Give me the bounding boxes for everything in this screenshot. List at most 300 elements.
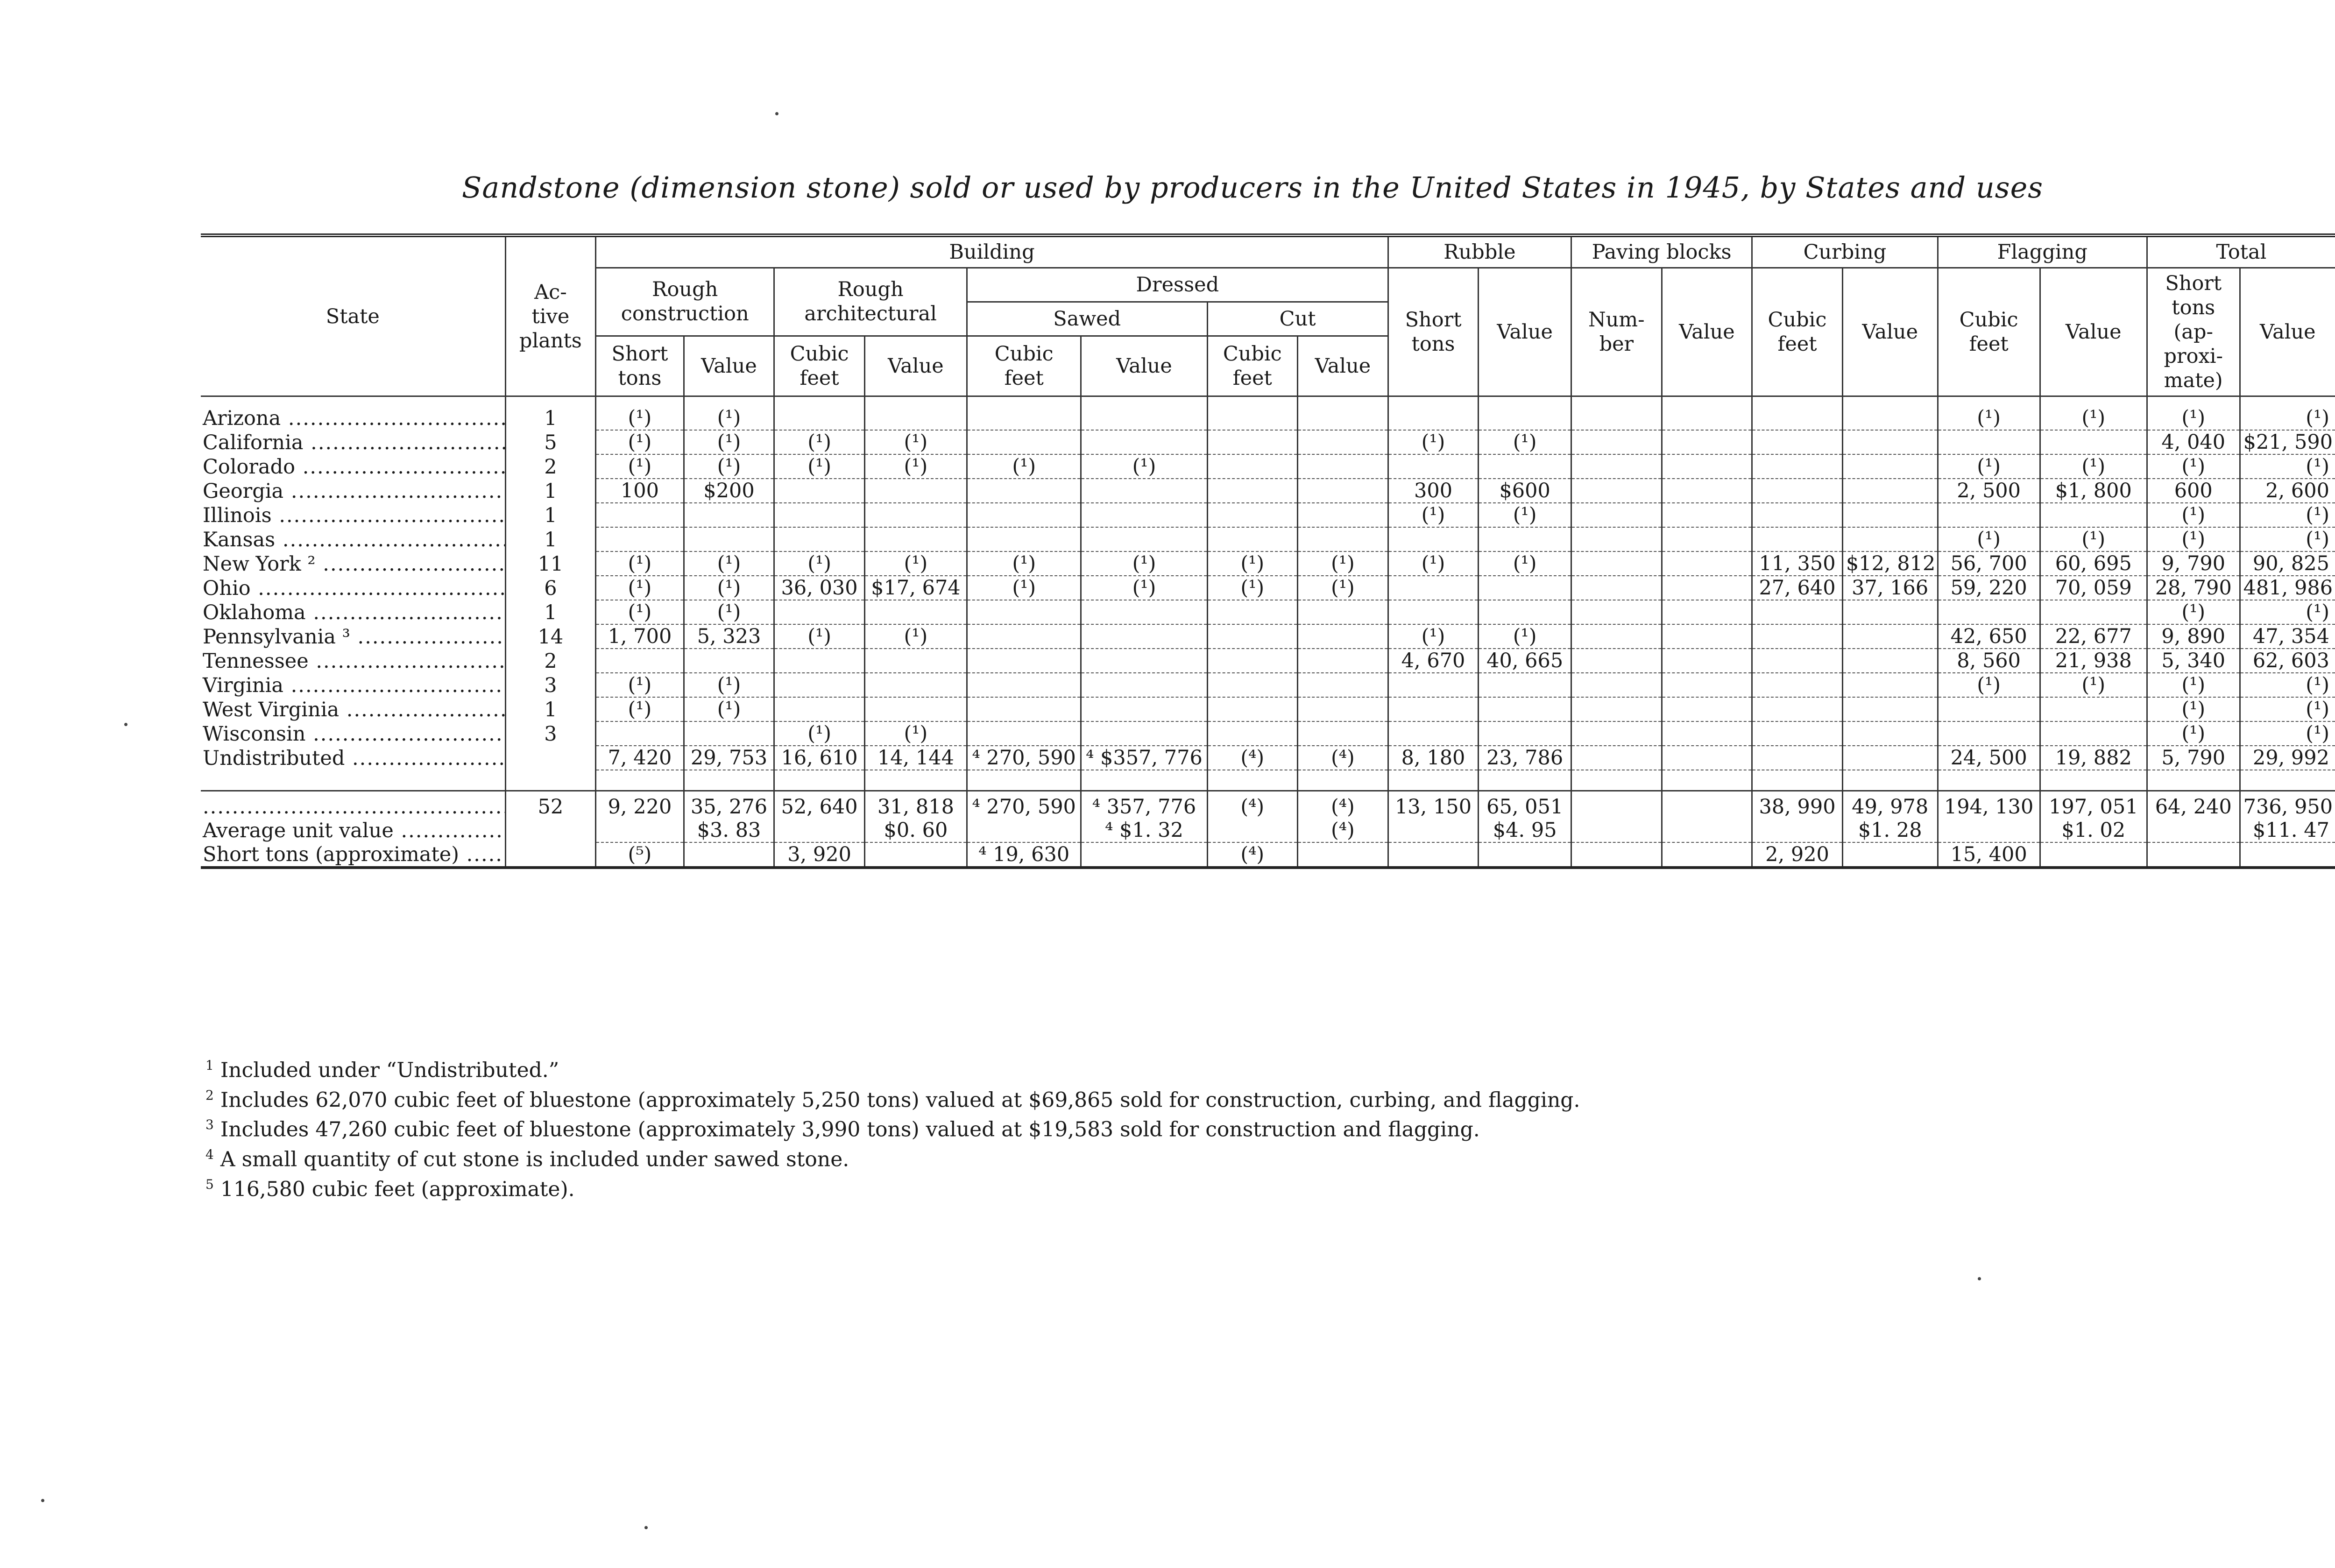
cell-flag-value bbox=[2040, 430, 2147, 454]
cell-tot-value: (¹) bbox=[2240, 721, 2335, 746]
cell-ra-cf: 3, 920 bbox=[774, 842, 865, 868]
cell-rub-tons: (¹) bbox=[1388, 551, 1479, 576]
cell-rc-value bbox=[684, 503, 774, 527]
cell-pav-num bbox=[1571, 551, 1662, 576]
cell-rc-value: (¹) bbox=[684, 551, 774, 576]
cell-saw-value: ⁴ 357, 776 bbox=[1081, 791, 1207, 819]
cell-flag-cf bbox=[1938, 503, 2040, 527]
cell-rub-value: $600 bbox=[1479, 479, 1571, 503]
cell-curb-value: $12, 812 bbox=[1842, 551, 1938, 576]
cell-rc-value bbox=[684, 842, 774, 868]
cell-curb-value bbox=[1842, 503, 1938, 527]
cell-pav-num bbox=[1571, 396, 1662, 431]
cell-rub-tons bbox=[1388, 721, 1479, 746]
cell-cut-value: (¹) bbox=[1298, 576, 1388, 600]
cell-curb-cf: 11, 350 bbox=[1752, 551, 1843, 576]
cell-rc-value: (¹) bbox=[684, 576, 774, 600]
cell-pav-num bbox=[1571, 576, 1662, 600]
cell-flag-value: $1, 800 bbox=[2040, 479, 2147, 503]
cell-flag-cf bbox=[1938, 430, 2040, 454]
cell-saw-cf: (¹) bbox=[967, 454, 1081, 479]
cell-rub-value: (¹) bbox=[1479, 624, 1571, 649]
cell-plants bbox=[505, 842, 596, 868]
cell-rc-tons bbox=[596, 819, 684, 842]
cell-rc-tons: 1, 700 bbox=[596, 624, 684, 649]
cell-plants: 3 bbox=[505, 673, 596, 697]
cell-ra-value bbox=[864, 479, 967, 503]
cell-saw-value: (¹) bbox=[1081, 454, 1207, 479]
cell-rub-tons: 300 bbox=[1388, 479, 1479, 503]
cell-rc-value: 29, 753 bbox=[684, 746, 774, 770]
cell-curb-value bbox=[1842, 479, 1938, 503]
cell-plants: 6 bbox=[505, 576, 596, 600]
cell-flag-value bbox=[2040, 721, 2147, 746]
cell-curb-value bbox=[1842, 721, 1938, 746]
header-cut-cubic-feet: Cubic feet bbox=[1207, 336, 1298, 396]
cell-pav-value bbox=[1662, 479, 1752, 503]
table-title: Sandstone (dimension stone) sold or used by producers in the United States in 1945, by States and uses bbox=[461, 170, 2044, 205]
cell-ra-cf bbox=[774, 673, 865, 697]
cell-curb-value bbox=[1842, 697, 1938, 721]
cell-flag-value bbox=[2040, 842, 2147, 868]
cell-flag-cf: 194, 130 bbox=[1938, 791, 2040, 819]
cell-cut-value bbox=[1298, 624, 1388, 649]
cell-pav-value bbox=[1662, 600, 1752, 624]
cell-pav-num bbox=[1571, 746, 1662, 770]
cell-cut-cf bbox=[1207, 503, 1298, 527]
cell-tot-value: (¹) bbox=[2240, 503, 2335, 527]
cell-curb-value: 49, 978 bbox=[1842, 791, 1938, 819]
cell-rc-tons: (¹) bbox=[596, 673, 684, 697]
cell-flag-cf: (¹) bbox=[1938, 396, 2040, 431]
cell-curb-value bbox=[1842, 527, 1938, 551]
cell-rub-value: $4. 95 bbox=[1479, 819, 1571, 842]
row-label: Georgia ..... bbox=[201, 479, 505, 503]
scan-speck bbox=[124, 723, 127, 726]
cell-curb-cf bbox=[1752, 430, 1843, 454]
cell-plants: 1 bbox=[505, 527, 596, 551]
cell-tot-value bbox=[2240, 842, 2335, 868]
header-rubble-value: Value bbox=[1479, 268, 1571, 396]
cell-saw-cf bbox=[967, 430, 1081, 454]
cell-tot-value: 736, 950 bbox=[2240, 791, 2335, 819]
cell-saw-value bbox=[1081, 673, 1207, 697]
cell-rc-value: (¹) bbox=[684, 697, 774, 721]
cell-tot-tons: 9, 790 bbox=[2147, 551, 2240, 576]
cell-rc-tons: (¹) bbox=[596, 396, 684, 431]
header-curbing-cubic-feet: Cubic feet bbox=[1752, 268, 1843, 396]
cell-pav-value bbox=[1662, 819, 1752, 842]
cell-tot-tons: 4, 040 bbox=[2147, 430, 2240, 454]
cell-cut-value bbox=[1298, 673, 1388, 697]
cell-flag-cf bbox=[1938, 819, 2040, 842]
header-active-plants: Ac- tive plants bbox=[505, 235, 596, 396]
cell-rc-value: $3. 83 bbox=[684, 819, 774, 842]
cell-curb-value bbox=[1842, 649, 1938, 673]
cell-flag-value bbox=[2040, 503, 2147, 527]
cell-curb-cf bbox=[1752, 624, 1843, 649]
cell-tot-tons: (¹) bbox=[2147, 673, 2240, 697]
cell-rc-tons: (¹) bbox=[596, 576, 684, 600]
cell-tot-value: (¹) bbox=[2240, 673, 2335, 697]
cell-rub-value: 65, 051 bbox=[1479, 791, 1571, 819]
cell-cut-cf bbox=[1207, 819, 1298, 842]
footnotes bbox=[205, 1053, 1580, 1201]
table-row bbox=[201, 697, 2335, 721]
header-total: Total bbox=[2147, 235, 2335, 268]
cell-rc-tons bbox=[596, 721, 684, 746]
cell-ra-cf: (¹) bbox=[774, 430, 865, 454]
cell-rub-value: (¹) bbox=[1479, 503, 1571, 527]
header-curbing: Curbing bbox=[1752, 235, 1938, 268]
cell-tot-value: 2, 600 bbox=[2240, 479, 2335, 503]
cell-pav-num bbox=[1571, 721, 1662, 746]
cell-curb-value bbox=[1842, 842, 1938, 868]
cell-cut-value bbox=[1298, 527, 1388, 551]
header-ra-value: Value bbox=[864, 336, 967, 396]
table-row bbox=[201, 624, 2335, 649]
cell-ra-value bbox=[864, 503, 967, 527]
cell-curb-cf bbox=[1752, 600, 1843, 624]
table-row bbox=[201, 673, 2335, 697]
cell-saw-cf bbox=[967, 600, 1081, 624]
cell-rub-tons: (¹) bbox=[1388, 624, 1479, 649]
table-body bbox=[201, 396, 2335, 868]
cell-ra-cf: 36, 030 bbox=[774, 576, 865, 600]
row-label: Short tons (approximate) ..... bbox=[201, 842, 505, 868]
header-flagging-value: Value bbox=[2040, 268, 2147, 396]
cell-curb-cf bbox=[1752, 396, 1843, 431]
cell-rub-tons bbox=[1388, 673, 1479, 697]
table-row bbox=[201, 503, 2335, 527]
cell-rub-value bbox=[1479, 527, 1571, 551]
cell-tot-value: (¹) bbox=[2240, 697, 2335, 721]
cell-rub-value: 40, 665 bbox=[1479, 649, 1571, 673]
cell-rc-value: (¹) bbox=[684, 430, 774, 454]
table-row bbox=[201, 430, 2335, 454]
cell-ra-cf bbox=[774, 503, 865, 527]
cell-tot-tons: 5, 340 bbox=[2147, 649, 2240, 673]
cell-cut-cf: (¹) bbox=[1207, 551, 1298, 576]
cell-rub-tons: 8, 180 bbox=[1388, 746, 1479, 770]
cell-cut-value bbox=[1298, 430, 1388, 454]
cell-ra-cf: 52, 640 bbox=[774, 791, 865, 819]
cell-tot-tons: 5, 790 bbox=[2147, 746, 2240, 770]
cell-ra-value bbox=[864, 697, 967, 721]
cell-rc-tons bbox=[596, 527, 684, 551]
header-cut: Cut bbox=[1207, 302, 1388, 336]
cell-saw-value bbox=[1081, 624, 1207, 649]
header-state: State bbox=[201, 235, 505, 396]
cell-ra-value: (¹) bbox=[864, 454, 967, 479]
cell-rub-tons bbox=[1388, 454, 1479, 479]
header-total-short-tons: Short tons (ap- proxi- mate) bbox=[2147, 268, 2240, 396]
cell-saw-cf bbox=[967, 673, 1081, 697]
cell-flag-value bbox=[2040, 697, 2147, 721]
header-rc-value: Value bbox=[684, 336, 774, 396]
cell-rc-value: (¹) bbox=[684, 396, 774, 431]
cell-saw-cf bbox=[967, 649, 1081, 673]
cell-curb-cf bbox=[1752, 673, 1843, 697]
scan-speck bbox=[41, 1499, 44, 1502]
table-row bbox=[201, 527, 2335, 551]
cell-flag-value: 22, 677 bbox=[2040, 624, 2147, 649]
cell-curb-cf: 2, 920 bbox=[1752, 842, 1843, 868]
cell-rub-tons: (¹) bbox=[1388, 430, 1479, 454]
cell-rub-value bbox=[1479, 697, 1571, 721]
average-unit-value-row bbox=[201, 819, 2335, 842]
cell-saw-cf bbox=[967, 819, 1081, 842]
cell-flag-cf: 24, 500 bbox=[1938, 746, 2040, 770]
cell-saw-cf bbox=[967, 721, 1081, 746]
cell-pav-value bbox=[1662, 454, 1752, 479]
row-label: California ..... bbox=[201, 430, 505, 454]
cell-ra-value: (¹) bbox=[864, 551, 967, 576]
cell-pav-value bbox=[1662, 551, 1752, 576]
cell-ra-cf: (¹) bbox=[774, 624, 865, 649]
cell-ra-cf: (¹) bbox=[774, 454, 865, 479]
table-row bbox=[201, 649, 2335, 673]
cell-curb-value: 37, 166 bbox=[1842, 576, 1938, 600]
cell-rc-value: 35, 276 bbox=[684, 791, 774, 819]
cell-ra-cf bbox=[774, 819, 865, 842]
cell-rub-value bbox=[1479, 842, 1571, 868]
cell-cut-value bbox=[1298, 842, 1388, 868]
header-paving-blocks: Paving blocks bbox=[1571, 235, 1752, 268]
cell-cut-cf bbox=[1207, 721, 1298, 746]
cell-flag-cf: (¹) bbox=[1938, 673, 2040, 697]
header-building: Building bbox=[596, 235, 1388, 268]
row-label: Arizona ..... bbox=[201, 396, 505, 431]
cell-pav-num bbox=[1571, 600, 1662, 624]
cell-saw-cf: (¹) bbox=[967, 576, 1081, 600]
cell-rc-value bbox=[684, 649, 774, 673]
cell-rc-tons: 7, 420 bbox=[596, 746, 684, 770]
cell-rc-tons: (¹) bbox=[596, 600, 684, 624]
cell-ra-cf bbox=[774, 600, 865, 624]
cell-rub-tons: 4, 670 bbox=[1388, 649, 1479, 673]
row-label: Tennessee ..... bbox=[201, 649, 505, 673]
cell-cut-cf bbox=[1207, 673, 1298, 697]
cell-plants: 1 bbox=[505, 697, 596, 721]
row-label: New York ² ..... bbox=[201, 551, 505, 576]
cell-flag-cf bbox=[1938, 697, 2040, 721]
cell-curb-value bbox=[1842, 454, 1938, 479]
row-label: Oklahoma ..... bbox=[201, 600, 505, 624]
cell-rc-tons: (¹) bbox=[596, 430, 684, 454]
cell-rc-value: $200 bbox=[684, 479, 774, 503]
cell-ra-cf bbox=[774, 479, 865, 503]
cell-rc-tons: (¹) bbox=[596, 454, 684, 479]
cell-flag-cf: (¹) bbox=[1938, 454, 2040, 479]
cell-plants: 1 bbox=[505, 396, 596, 431]
cell-cut-cf bbox=[1207, 697, 1298, 721]
cell-cut-value bbox=[1298, 479, 1388, 503]
cell-plants: 2 bbox=[505, 649, 596, 673]
cell-rub-tons bbox=[1388, 819, 1479, 842]
cell-rub-tons bbox=[1388, 697, 1479, 721]
cell-cut-value: (⁴) bbox=[1298, 819, 1388, 842]
cell-pav-value bbox=[1662, 673, 1752, 697]
cell-pav-num bbox=[1571, 819, 1662, 842]
cell-saw-value bbox=[1081, 600, 1207, 624]
cell-ra-value bbox=[864, 673, 967, 697]
cell-pav-num bbox=[1571, 430, 1662, 454]
cell-pav-num bbox=[1571, 791, 1662, 819]
cell-rub-value bbox=[1479, 454, 1571, 479]
footnote: $^2$ Includes 62,070 cubic feet of bluestone (approximately 5,250 tons) valued at $69,865 sold for construction, curbing, and flagging. bbox=[205, 1087, 1580, 1112]
cell-flag-cf bbox=[1938, 600, 2040, 624]
cell-rub-value bbox=[1479, 600, 1571, 624]
row-label bbox=[201, 791, 505, 819]
cell-saw-value bbox=[1081, 503, 1207, 527]
cell-curb-cf: 38, 990 bbox=[1752, 791, 1843, 819]
cell-tot-value: 29, 992 bbox=[2240, 746, 2335, 770]
cell-ra-value bbox=[864, 649, 967, 673]
cell-ra-value: $0. 60 bbox=[864, 819, 967, 842]
cell-tot-tons: (¹) bbox=[2147, 527, 2240, 551]
cell-curb-cf bbox=[1752, 819, 1843, 842]
cell-rub-value: (¹) bbox=[1479, 430, 1571, 454]
cell-tot-value: (¹) bbox=[2240, 454, 2335, 479]
cell-cut-cf bbox=[1207, 396, 1298, 431]
cell-cut-cf bbox=[1207, 649, 1298, 673]
cell-saw-cf bbox=[967, 697, 1081, 721]
cell-rub-value: 23, 786 bbox=[1479, 746, 1571, 770]
cell-pav-num bbox=[1571, 842, 1662, 868]
cell-rc-tons: (¹) bbox=[596, 551, 684, 576]
cell-cut-cf: (⁴) bbox=[1207, 791, 1298, 819]
header-total-value: Value bbox=[2240, 268, 2335, 396]
cell-curb-cf: 27, 640 bbox=[1752, 576, 1843, 600]
cell-ra-value: $17, 674 bbox=[864, 576, 967, 600]
cell-saw-value: (¹) bbox=[1081, 576, 1207, 600]
cell-rc-tons: 9, 220 bbox=[596, 791, 684, 819]
cell-tot-tons: 28, 790 bbox=[2147, 576, 2240, 600]
row-label: West Virginia ..... bbox=[201, 697, 505, 721]
cell-tot-value: $11. 47 bbox=[2240, 819, 2335, 842]
cell-rub-tons: (¹) bbox=[1388, 503, 1479, 527]
cell-cut-cf: (¹) bbox=[1207, 576, 1298, 600]
cell-ra-cf bbox=[774, 649, 865, 673]
cell-pav-num bbox=[1571, 673, 1662, 697]
cell-pav-value bbox=[1662, 396, 1752, 431]
cell-curb-value bbox=[1842, 430, 1938, 454]
cell-cut-value bbox=[1298, 697, 1388, 721]
header-ra-cubic-feet: Cubic feet bbox=[774, 336, 865, 396]
cell-curb-cf bbox=[1752, 454, 1843, 479]
cell-ra-value bbox=[864, 396, 967, 431]
cell-plants: 5 bbox=[505, 430, 596, 454]
header-flagging-cubic-feet: Cubic feet bbox=[1938, 268, 2040, 396]
header-curbing-value: Value bbox=[1842, 268, 1938, 396]
cell-rc-tons bbox=[596, 503, 684, 527]
header-rubble-short-tons: Short tons bbox=[1388, 268, 1479, 396]
cell-cut-cf: (⁴) bbox=[1207, 842, 1298, 868]
header-paving-value: Value bbox=[1662, 268, 1752, 396]
cell-flag-value: (¹) bbox=[2040, 673, 2147, 697]
cell-saw-value: ⁴ $1. 32 bbox=[1081, 819, 1207, 842]
cell-cut-value: (¹) bbox=[1298, 551, 1388, 576]
cell-pav-num bbox=[1571, 454, 1662, 479]
cell-tot-value: (¹) bbox=[2240, 396, 2335, 431]
cell-flag-cf: (¹) bbox=[1938, 527, 2040, 551]
cell-curb-value bbox=[1842, 673, 1938, 697]
cell-saw-value: (¹) bbox=[1081, 551, 1207, 576]
cell-flag-value bbox=[2040, 600, 2147, 624]
cell-pav-num bbox=[1571, 527, 1662, 551]
cell-rc-tons: (⁵) bbox=[596, 842, 684, 868]
cell-cut-value bbox=[1298, 503, 1388, 527]
spacer-row bbox=[201, 770, 2335, 791]
cell-pav-value bbox=[1662, 503, 1752, 527]
cell-flag-value: (¹) bbox=[2040, 396, 2147, 431]
cell-rc-value: (¹) bbox=[684, 673, 774, 697]
cell-tot-value: (¹) bbox=[2240, 527, 2335, 551]
cell-cut-value bbox=[1298, 600, 1388, 624]
cell-rub-value bbox=[1479, 673, 1571, 697]
cell-ra-value bbox=[864, 600, 967, 624]
cell-cut-value: (⁴) bbox=[1298, 746, 1388, 770]
cell-curb-value bbox=[1842, 396, 1938, 431]
cell-curb-value bbox=[1842, 600, 1938, 624]
cell-pav-value bbox=[1662, 746, 1752, 770]
cell-curb-value: $1. 28 bbox=[1842, 819, 1938, 842]
cell-rc-value bbox=[684, 721, 774, 746]
row-label: Illinois ..... bbox=[201, 503, 505, 527]
cell-tot-tons: (¹) bbox=[2147, 396, 2240, 431]
row-label: Virginia ..... bbox=[201, 673, 505, 697]
cell-tot-tons: (¹) bbox=[2147, 503, 2240, 527]
cell-saw-cf: ⁴ 270, 590 bbox=[967, 791, 1081, 819]
table-row bbox=[201, 396, 2335, 431]
cell-cut-cf bbox=[1207, 600, 1298, 624]
cell-curb-cf bbox=[1752, 527, 1843, 551]
cell-tot-tons: (¹) bbox=[2147, 454, 2240, 479]
cell-saw-value bbox=[1081, 842, 1207, 868]
cell-saw-cf: (¹) bbox=[967, 551, 1081, 576]
cell-rub-value bbox=[1479, 721, 1571, 746]
cell-flag-cf bbox=[1938, 721, 2040, 746]
header-sawed-value: Value bbox=[1081, 336, 1207, 396]
cell-cut-value bbox=[1298, 454, 1388, 479]
cell-flag-value: 60, 695 bbox=[2040, 551, 2147, 576]
footnote: $^1$ Included under “Undistributed.” bbox=[205, 1058, 559, 1082]
total-row bbox=[201, 791, 2335, 819]
row-label: Kansas ..... bbox=[201, 527, 505, 551]
cell-cut-cf bbox=[1207, 430, 1298, 454]
cell-curb-value bbox=[1842, 746, 1938, 770]
table-row bbox=[201, 454, 2335, 479]
cell-flag-cf: 42, 650 bbox=[1938, 624, 2040, 649]
cell-tot-value: (¹) bbox=[2240, 600, 2335, 624]
header-sawed: Sawed bbox=[967, 302, 1207, 336]
table-row bbox=[201, 746, 2335, 770]
cell-plants: 3 bbox=[505, 721, 596, 746]
cell-saw-value bbox=[1081, 527, 1207, 551]
cell-pav-value bbox=[1662, 430, 1752, 454]
cell-tot-tons bbox=[2147, 842, 2240, 868]
cell-tot-value: 62, 603 bbox=[2240, 649, 2335, 673]
cell-pav-num bbox=[1571, 503, 1662, 527]
cell-pav-value bbox=[1662, 624, 1752, 649]
cell-tot-tons: (¹) bbox=[2147, 600, 2240, 624]
row-label: Ohio ..... bbox=[201, 576, 505, 600]
cell-saw-cf bbox=[967, 527, 1081, 551]
header-cut-value: Value bbox=[1298, 336, 1388, 396]
cell-pav-value bbox=[1662, 576, 1752, 600]
table-row bbox=[201, 600, 2335, 624]
